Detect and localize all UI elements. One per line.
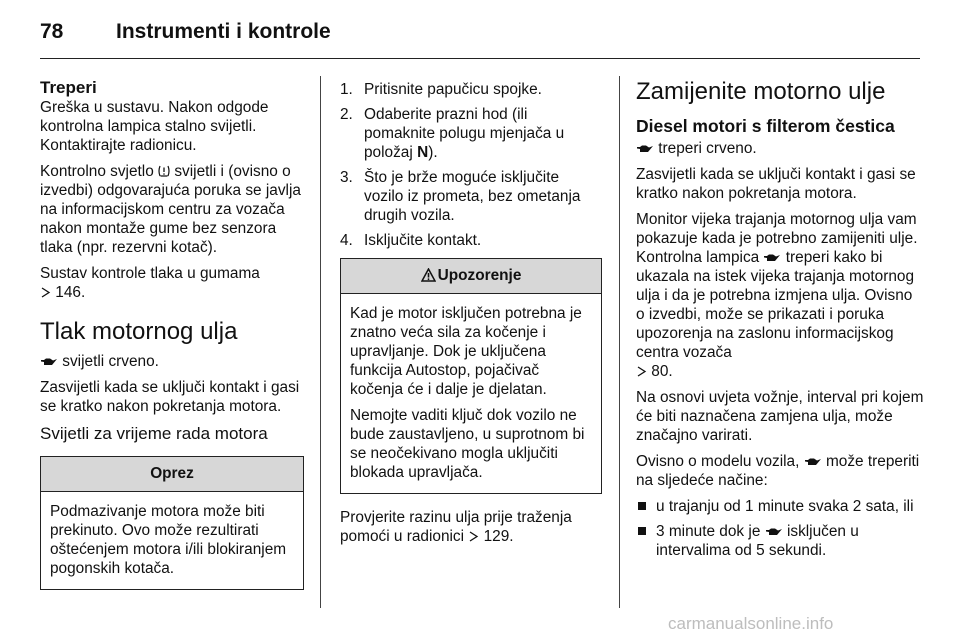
oprez-title: Oprez (41, 457, 303, 492)
oil-change-icon (765, 523, 783, 533)
treperi-text: Greška u sustavu. Nakon odgode kontrolna lampica stalno svijetli. Kontaktirajte radionicu. (40, 99, 269, 154)
col3-p2: Monitor vijeka trajanja motornog ulja vam pokazuje kada je potrebno zamijeniti ulje. Kontrolna lampica treperi kako bi ukazala na istek vijeka trajanja motornog ulja i da je potrebna izmjena ulja. Ovisno o izvedbi, može se prikazati i poruka upozorenja na zaslonu informacijskog centra vozača 80. (636, 211, 918, 380)
list-item: 4. Isključite kontakt. (340, 232, 482, 249)
treperi-crveno: treperi crveno. (636, 139, 924, 158)
oil-change-icon (763, 249, 781, 259)
oil-change-icon (636, 140, 654, 150)
page-reference-arrow-icon (40, 284, 51, 295)
list-item: 1. Pritisnite papučicu spojke. (340, 81, 542, 98)
column-divider-2 (619, 76, 620, 608)
blink-patterns-list (636, 497, 924, 560)
list-item: 2. Odaberite prazni hod (ili pomaknite polugu mjenjača u položaj N). (340, 106, 565, 161)
steps-list (340, 80, 602, 250)
warning-triangle-icon (421, 261, 436, 275)
upozorenje-p2: Nemojte vaditi ključ dok vozilo ne bude zaustavljeno, u suprotnom bi se neočekivano mogla uključiti blokada upravljača. (350, 407, 585, 481)
list-item: u trajanju od 1 minute svaka 2 sata, ili (636, 497, 924, 516)
treperi-heading: Treperi (40, 78, 97, 97)
col3-p1: Zasvijetli kada se uključi kontakt i gasi se kratko nakon pokretanja motora. (636, 166, 916, 202)
page-header (40, 16, 920, 50)
header-rule (40, 58, 920, 59)
list-item: 3. Što je brže moguće isključite vozilo iz prometa, bez ometanja drugih vozila. (340, 169, 581, 224)
tlak-heading: Tlak motornog ulja (40, 318, 238, 345)
sustav-paragraph: Sustav kontrole tlaka u gumama 146. (40, 265, 260, 301)
col3-p4: Ovisno o modelu vozila, može treperiti na sljedeće načine: (636, 453, 920, 489)
tlak-svijetli: svijetli crveno. (40, 352, 304, 371)
watermark: carmanualsonline.info (668, 614, 834, 633)
column-right (636, 78, 924, 566)
tlak-text: Zasvijetli kada se uključi kontakt i gasi se kratko nakon pokretanja motora. (40, 379, 300, 415)
upozorenje-p1: Kad je motor isključen potrebna je znatno veća sila za kočenje i upravljanje. Dok je uključena funkcija Autostop, pojačivač kočenja će i dalje je djelatan. (350, 305, 582, 398)
column-divider-1 (320, 76, 321, 608)
upozorenje-header (341, 259, 601, 294)
page-reference-arrow-icon (636, 363, 647, 374)
oil-change-icon (804, 453, 822, 463)
svijetli-heading: Svijetli za vrijeme rada motora (40, 424, 268, 443)
column-middle (340, 80, 602, 553)
upozorenje-title: Upozorenje (437, 267, 522, 284)
column-left (40, 78, 304, 590)
upozorenje-box (340, 258, 602, 494)
oil-can-icon (40, 353, 58, 363)
kontrolno-paragraph: Kontrolno svjetlo svijetli i (ovisno o izvedbi) odgovarajuća poruka se javlja na informacijskom centru za vozača nakon montaže gume bez senzora tlaka (npr. rezervni kotač). (40, 163, 301, 256)
col3-p3: Na osnovi uvjeta vožnje, interval pri kojem će biti naznačena zamjena ulja, može značajno varirati. (636, 389, 924, 444)
page-reference-arrow-icon (468, 528, 479, 539)
provjerite-paragraph: Provjerite razinu ulja prije traženja pomoći u radionici 129. (340, 509, 572, 545)
page-number: 78 (40, 20, 64, 43)
zamijenite-heading: Zamijenite motorno ulje (636, 78, 886, 105)
tire-pressure-icon (158, 164, 170, 178)
oprez-box (40, 456, 304, 590)
diesel-heading: Diesel motori s filterom čestica (636, 116, 895, 136)
list-item: 3 minute dok je isključen u intervalima od 5 sekundi. (636, 522, 924, 560)
oprez-text: Podmazivanje motora može biti prekinuto. Ovo može rezultirati oštećenjem motora i/ili blokiranjem pogonskih kotača. (50, 503, 287, 577)
page-title: Instrumenti i kontrole (116, 20, 331, 43)
